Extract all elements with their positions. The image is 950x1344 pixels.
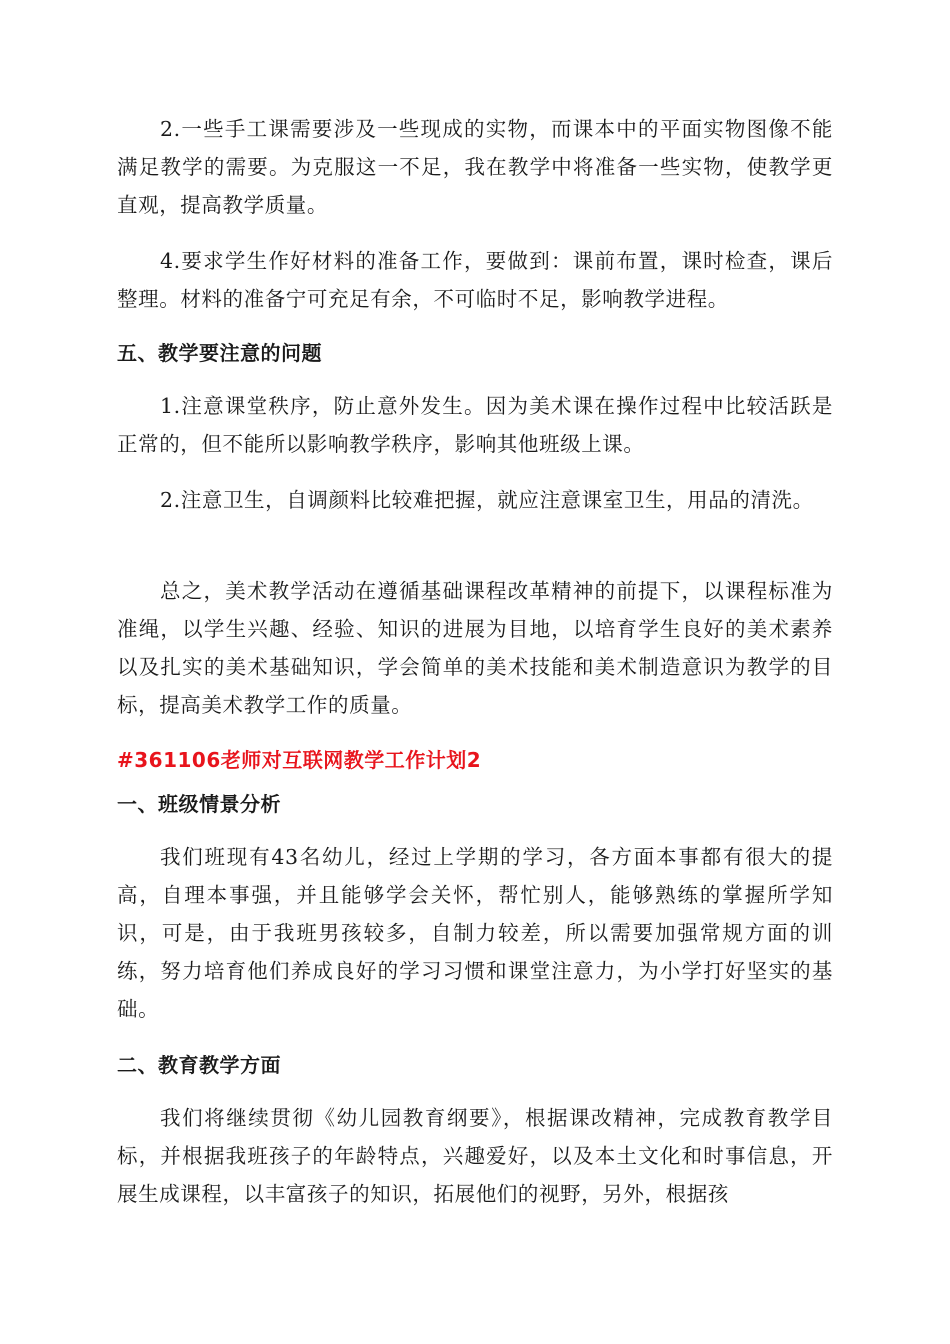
paragraph-classroom-order: 1.注意课堂秩序，防止意外发生。因为美术课在操作过程中比较活跃是正常的，但不能所以影响教学秩序，影响其他班级上课。 [117, 394, 833, 456]
section-heading-two: 二、教育教学方面 [117, 1053, 281, 1077]
paragraph-handcraft-materials: 2.一些手工课需要涉及一些现成的实物，而课本中的平面实物图像不能满足教学的需要。为克服这一不足，我在教学中将准备一些实物，使教学更直观，提高教学质量。 [117, 117, 833, 217]
paragraph-material-preparation: 4.要求学生作好材料的准备工作，要做到：课前布置，课时检查，课后整理。材料的准备宁可充足有余，不可临时不足，影响教学进程。 [117, 249, 833, 311]
paragraph-hygiene: 2.注意卫生，自调颜料比较难把握，就应注意课室卫生，用品的清洗。 [160, 488, 814, 512]
section-heading-one: 一、班级情景分析 [117, 792, 281, 816]
paragraph-class-analysis: 我们班现有43名幼儿，经过上学期的学习，各方面本事都有很大的提高，自理本事强，并且能够学会关怀，帮忙别人，能够熟练的掌握所学知识，可是，由于我班男孩较多，自制力较差，所以需要加强常规方面的训练，努力培育他们养成良好的学习习惯和课堂注意力，为小学打好坚实的基础。 [117, 845, 833, 1021]
document-title-plan-2: #361106老师对互联网教学工作计划2 [117, 748, 482, 772]
paragraph-summary: 总之，美术教学活动在遵循基础课程改革精神的前提下，以课程标准为准绳，以学生兴趣、经验、知识的进展为目地，以培育学生良好的美术素养以及扎实的美术基础知识，学会简单的美术技能和美术制造意识为教学的目标，提高美术教学工作的质量。 [117, 579, 833, 717]
paragraph-education-teaching: 我们将继续贯彻《幼儿园教育纲要》，根据课改精神，完成教育教学目标，并根据我班孩子的年龄特点，兴趣爱好，以及本土文化和时事信息，开展生成课程，以丰富孩子的知识，拓展他们的视野，另外，根据孩 [117, 1106, 833, 1206]
section-heading-five: 五、教学要注意的问题 [117, 341, 322, 365]
